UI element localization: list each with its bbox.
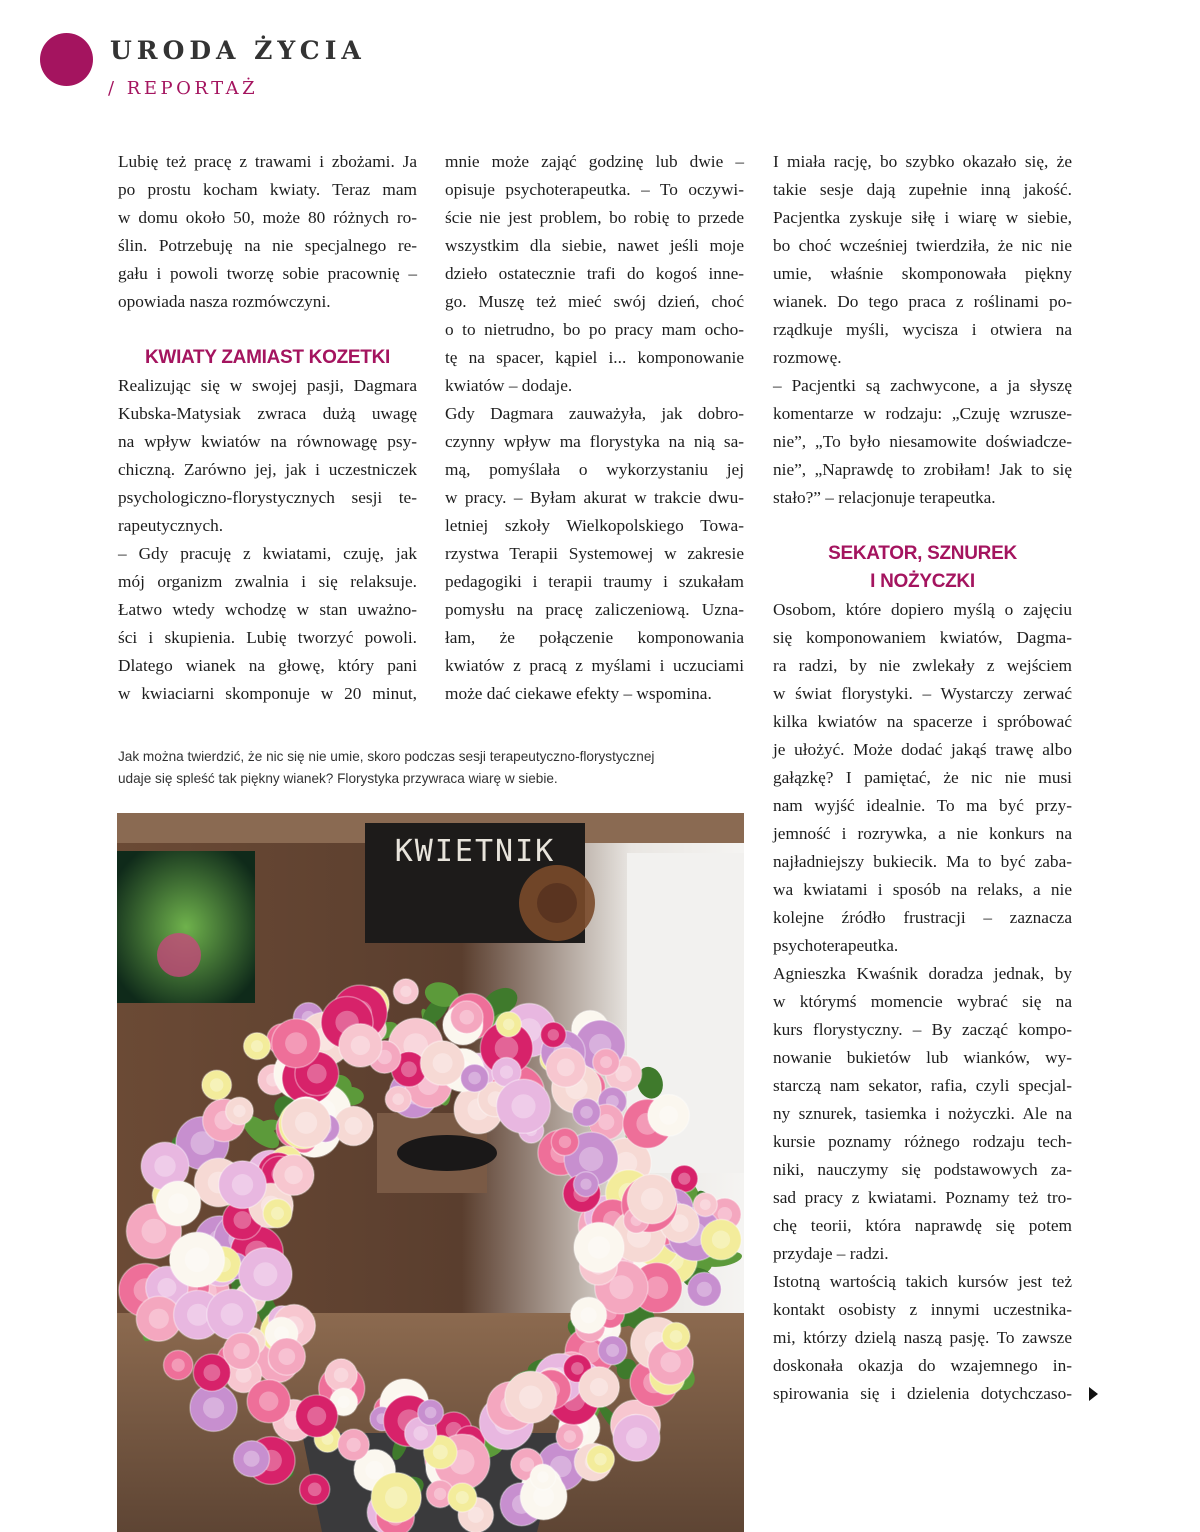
wreath-flower-center xyxy=(284,1166,302,1184)
wreath-flower-center xyxy=(670,1330,683,1343)
body-text-line: kwiatów z pracą z myślami i uczuciami xyxy=(445,656,744,675)
wreath-flower-center xyxy=(641,1188,663,1210)
body-text-line: ra radzi, by nie zwlekały z wejściem xyxy=(773,656,1072,675)
wreath-flower-center xyxy=(157,1278,176,1297)
body-text-line: po prostu kocham kwiaty. Teraz mam xyxy=(118,180,417,199)
body-text-line: Lubię też pracę z trawami i zbożami. Ja xyxy=(118,152,417,171)
body-text-line: wszystkim dla siebie, nawet jeśli moje xyxy=(445,236,744,255)
wreath-flower-center xyxy=(233,1343,249,1359)
body-text-line: ści i skupienia. Lubię tworzyć powoli. xyxy=(118,628,417,647)
wreath-flower-center xyxy=(579,1147,603,1171)
body-text-line: sad pracy z kwiatami. Poznamy też tro- xyxy=(773,1188,1072,1207)
body-text-line: bo choć wcześniej twierdziła, że nic nie xyxy=(773,236,1072,255)
wreath-flower-center xyxy=(295,1112,317,1134)
paragraph-gap xyxy=(118,316,417,344)
wreath-flower-center xyxy=(559,1136,571,1148)
wreath-flower-center xyxy=(221,1303,244,1326)
body-text-line: ny sznurek, tasiemka i nożyczki. Ale na xyxy=(773,1104,1072,1123)
wreath-flower-center xyxy=(334,1368,349,1383)
body-text-line: komentarze w rodzaju: „Czuję wzrusze- xyxy=(773,404,1072,423)
wreath-flower-center xyxy=(537,1471,548,1482)
body-text-line: gału i powoli tworzę sobie pracownię – xyxy=(118,264,417,283)
chalkboard-text: KWIETNIK xyxy=(394,834,556,869)
wreath-flower-center xyxy=(149,1309,169,1329)
body-text-line: – Pacjentki są zachwycone, a ja słyszę xyxy=(773,376,1072,395)
body-text-line: kwiatów – dodaje. xyxy=(445,376,573,395)
body-text-line: chiczną. Zarówno jej, jak i uczestniczek xyxy=(118,460,417,479)
body-text-line: stało?” – relacjonuje terapeutka. xyxy=(773,488,996,507)
wreath-flower-center xyxy=(253,1262,277,1286)
body-text-line: się komponowaniem kwiatów, Dagma- xyxy=(773,628,1072,647)
wreath-flower-center xyxy=(456,1491,469,1504)
wreath-flower-center xyxy=(598,1114,614,1130)
body-text-line: w domu około 50, może 80 różnych ro- xyxy=(118,208,417,227)
body-text-line: kolejne źródło frustracji – zaznacza xyxy=(773,908,1072,927)
body-text-line: I miała rację, bo szybko okazało się, że xyxy=(773,152,1072,171)
body-text-line: rapeutycznych. xyxy=(118,516,224,535)
body-text-line: tę na spacer, kąpiel i... komponowanie xyxy=(445,348,744,367)
wreath-flower-center xyxy=(571,1362,584,1375)
section-label: / REPORTAŻ xyxy=(108,78,259,99)
wreath-illustration xyxy=(117,813,744,1532)
wreath-flower-center xyxy=(172,1359,185,1372)
body-text-line: ście nie jest problem, bo robię to przede xyxy=(445,208,744,227)
section-heading: I NOŻYCZKI xyxy=(870,571,975,592)
body-text-line: pomysłu na pracę zaliczeniową. Uzna- xyxy=(445,600,744,619)
body-text-line: ślin. Potrzebuję na nie specjalnego re- xyxy=(118,236,417,255)
body-text-line: – Gdy pracuję z kwiatami, czuję, jak xyxy=(118,544,417,563)
wreath-flower-center xyxy=(385,1486,407,1508)
body-text-line: może dać ciekawe efekty – wspomina. xyxy=(445,684,712,703)
wreath-flower-center xyxy=(468,1072,481,1085)
body-text-line: najładniejszy bukiecik. Ma to być zaba- xyxy=(773,852,1072,871)
wreath-flower-center xyxy=(678,1173,690,1185)
body-text-line: jemność i rozrywka, a nie konkurs na xyxy=(773,824,1072,843)
flower-wreath-photo xyxy=(117,813,744,1532)
body-text-line: chę teorii, która naprawdę się potem xyxy=(773,1216,1072,1235)
wreath-flower-center xyxy=(697,1282,712,1297)
body-text-line: przydaje – radzi. xyxy=(773,1244,889,1263)
wreath-flower-center xyxy=(278,1348,295,1365)
body-text-line: mi, którzy dzielą naszą pasję. To zawsze xyxy=(773,1328,1072,1347)
wreath-flower-center xyxy=(251,1040,263,1052)
body-text-line: w pracy. – Byłam akurat w trakcie dwu- xyxy=(445,488,744,507)
body-text-line: gałązkę? I pamiętać, że nic nie musi xyxy=(773,768,1072,787)
wreath-flower-center xyxy=(594,1453,606,1465)
wreath-flower-center xyxy=(588,1236,610,1258)
wreath-flower-center xyxy=(413,1426,428,1441)
body-text-line: mą, pomyślała o wykorzystaniu jej xyxy=(445,460,744,479)
wreath-flower-center xyxy=(548,1029,559,1040)
wreath-flower-center xyxy=(700,1199,711,1210)
body-text-line: Realizując się w swojej pasji, Dagmara xyxy=(118,376,417,395)
body-text-line: opisuje psychoterapeutka. – To oczywi- xyxy=(445,180,744,199)
body-text-line: nie”, „To było niesamowite doświadcze- xyxy=(773,432,1072,451)
wreath-flower-center xyxy=(400,986,411,997)
wreath-flower-center xyxy=(425,1407,437,1419)
wreath-flower-center xyxy=(154,1155,175,1176)
wreath-flower-center xyxy=(659,1106,678,1125)
body-text-line: na wpływ kwiatów na równowagę psy- xyxy=(118,432,417,451)
wreath-flower-center xyxy=(285,1032,307,1054)
wreath-flower-center xyxy=(271,1207,284,1220)
body-text-line: wa kwiatami i sposób na relaks, a nie xyxy=(773,880,1072,899)
body-text-line: kurs florystyczny. – By zacząć kompo- xyxy=(773,1020,1072,1039)
body-text-line: Osobom, które dopiero myślą o zajęciu xyxy=(773,600,1072,619)
wreath-flower-center xyxy=(434,1488,446,1500)
wreath-flower-center xyxy=(308,1483,322,1497)
body-text-line: rzystwa Terapii Systemowej w zakresie xyxy=(445,544,744,563)
wreath-flower-center xyxy=(307,1407,326,1426)
wreath-flower-center xyxy=(712,1231,730,1249)
body-text-line: w którymś momencie wybrać się na xyxy=(773,992,1072,1011)
wreath-flower-center xyxy=(210,1078,223,1091)
body-text-line: opowiada nasza rozmówczyni. xyxy=(118,292,331,311)
body-text-line: dzieło ostatecznie trafi do kogoś inne- xyxy=(445,264,744,283)
body-text-line: mnie może zająć godzinę lub dwie – xyxy=(445,152,744,171)
wreath-flower-center xyxy=(660,1352,680,1372)
body-text-line: Łatwo wtedy wchodzę w stan uważno- xyxy=(118,600,417,619)
wreath-flower-center xyxy=(392,1093,404,1105)
wreath-flower-center xyxy=(259,1392,278,1411)
body-text-line: kilka kwiatów na spacerze i spróbować xyxy=(773,712,1072,731)
wreath-flower-center xyxy=(590,1378,608,1396)
body-text-line: Agnieszka Kwaśnik doradza jednak, by xyxy=(773,964,1072,983)
magazine-title: URODA ŻYCIA xyxy=(110,36,366,65)
body-text-line: go. Muszę też mieć swój dzień, choć xyxy=(445,292,744,311)
body-text-line: nowanie bukietów lub wianków, wy- xyxy=(773,1048,1072,1067)
wreath-flower-center xyxy=(168,1193,188,1213)
text-column-2 xyxy=(445,148,744,708)
wreath-flower-center xyxy=(338,1396,350,1408)
wreath-flower-center xyxy=(203,1397,224,1418)
wreath-flower-center xyxy=(581,1307,597,1323)
wreath-flower-center xyxy=(580,1179,591,1190)
wreath-flower-center xyxy=(232,1174,253,1195)
wreath-flower-center xyxy=(646,1276,669,1299)
wreath-flower-center xyxy=(626,1427,647,1448)
body-text-line: kursie poznamy różnego rodzaju tech- xyxy=(773,1132,1072,1151)
wreath-flower-center xyxy=(345,1117,363,1135)
body-text-line: niki, nauczymy się podstawowych za- xyxy=(773,1160,1072,1179)
wreath-flower-center xyxy=(351,1036,370,1055)
next-page-arrow-icon[interactable] xyxy=(1089,1387,1098,1401)
wreath-flower-center xyxy=(433,1445,448,1460)
wreath-flower-center xyxy=(511,1094,535,1118)
wreath-flower-center xyxy=(557,1059,575,1077)
wreath-flower-center xyxy=(500,1066,513,1079)
wreath-flower-center xyxy=(142,1219,167,1244)
body-text-line: nam wyjść idealnie. To ma być przy- xyxy=(773,796,1072,815)
caption-line: udaje się spleść tak piękny wianek? Florystyka przywraca wiarę w siebie. xyxy=(118,771,558,786)
section-heading: SEKATOR, SZNUREK xyxy=(828,543,1017,564)
body-text-line: pedagogiki i terapii traumy i szukałam xyxy=(445,572,744,591)
body-text-line: Dlatego wianek na głowę, który pani xyxy=(118,656,417,675)
body-text-line: Gdy Dagmara zauważyła, jak dobro- xyxy=(445,404,744,423)
body-text-line: w świat florystyki. – Wystarczy zerwać xyxy=(773,684,1072,703)
body-text-line: rozmowę. xyxy=(773,348,842,367)
wreath-flower-center xyxy=(307,1064,327,1084)
wreath-flower-center xyxy=(204,1364,221,1381)
body-text-line: rządkuje myśli, wycisza i otwiera na xyxy=(773,320,1072,339)
wreath-flower-center xyxy=(495,1037,519,1061)
wreath-flower-center xyxy=(401,1061,417,1077)
wreath-flower-center xyxy=(519,1386,542,1409)
photo-caption xyxy=(118,746,743,790)
brand-logo-dot xyxy=(40,33,93,86)
wreath-flower-center xyxy=(600,1056,612,1068)
wreath-flower-center xyxy=(580,1106,593,1119)
body-text-line: doskonała okazja do wzajemnego in- xyxy=(773,1356,1072,1375)
body-text-line: psychoterapeutka. xyxy=(773,936,899,955)
wreath-flower-center xyxy=(187,1304,209,1326)
tv-screen xyxy=(117,851,255,1003)
wreath-flower-center xyxy=(233,1105,245,1117)
body-text-line: Kubska-Matysiak zwraca dużą uwagę xyxy=(118,404,417,423)
body-text-line: wianek. Do tego praca z roślinami po- xyxy=(773,292,1072,311)
paragraph-gap xyxy=(773,512,1072,540)
caption-line: Jak można twierdzić, że nic się nie umie, skoro podczas sesji terapeutyczno-florystycznej xyxy=(118,749,655,764)
body-text-line: umie, właśnie skomponowała piękny xyxy=(773,264,1072,283)
wreath-flower-center xyxy=(564,1430,576,1442)
text-column-3 xyxy=(773,148,1072,1408)
body-text-line: letniej szkoły Wielkopolskiego Towa- xyxy=(445,516,744,535)
body-text-line: o to nietrudno, bo po pracy mam ocho- xyxy=(445,320,744,339)
body-text-line: spirowania się i dzielenia dotychczaso- xyxy=(773,1384,1072,1403)
body-text-line: Istotną wartością takich kursów jest też xyxy=(773,1272,1072,1291)
body-text-line: starczą nam sekator, rafia, czyli specjal- xyxy=(773,1076,1072,1095)
body-text-line: psychologiczno-florystycznych sesji te- xyxy=(118,488,417,507)
wreath-flower-center xyxy=(234,1211,252,1229)
body-text-line: je ułożyć. Może dodać jakąś trawę albo xyxy=(773,740,1072,759)
wreath-flower-center xyxy=(185,1247,210,1272)
wreath-flower-center xyxy=(606,1344,619,1357)
wreath-flower-center xyxy=(243,1451,259,1467)
body-text-line: czynny wpływ ma florystyka na nią sa- xyxy=(445,432,744,451)
wreath-flower-center xyxy=(433,1053,453,1073)
text-column-1 xyxy=(118,148,417,708)
wreath-flower-center xyxy=(503,1019,514,1030)
wreath-flower-center xyxy=(347,1438,361,1452)
wreath-flower-center xyxy=(460,1010,475,1025)
body-text-line: w kwiaciarni skomponuje w 20 minut, xyxy=(118,684,417,703)
section-heading: KWIATY ZAMIAST KOZETKI xyxy=(145,347,390,368)
body-text-line: łam, że połączenie komponowania xyxy=(445,628,744,647)
body-text-line: nie”, „Naprawdę to zrobiłam! Jak to się xyxy=(773,460,1072,479)
body-text-line: kontakt osobisty z innymi uczestnika- xyxy=(773,1300,1072,1319)
body-text-line: Pacjentka zyskuje siłę i wiarę w siebie, xyxy=(773,208,1072,227)
body-text-line: takie sesje dają zupełnie inną jakość. xyxy=(773,180,1072,199)
body-text-line: mój organizm zwalnia i się relaksuje. xyxy=(118,572,417,591)
